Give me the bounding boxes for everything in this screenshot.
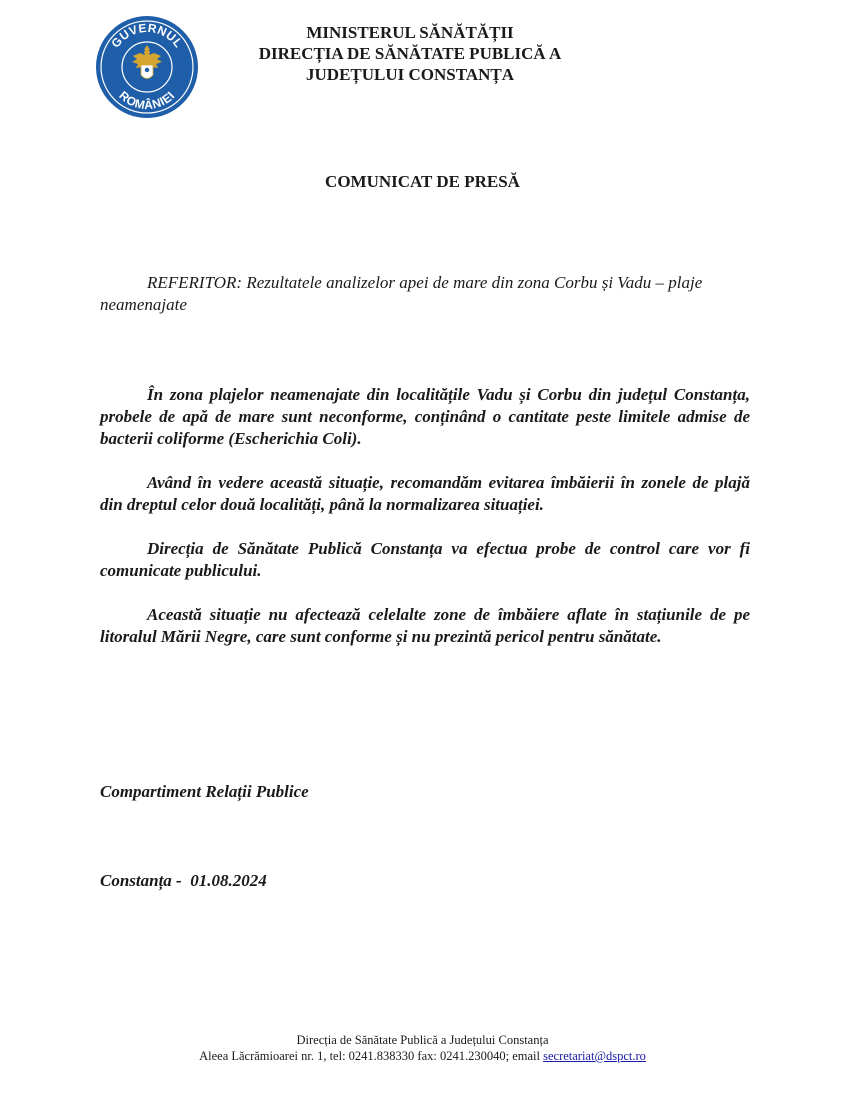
footer-institution: Direcția de Sănătate Publică a Județului Constanța bbox=[296, 1033, 549, 1047]
footer bbox=[0, 1032, 845, 1064]
body-paragraph: Având în vedere această situație, recomandăm evitarea îmbăierii în zonele de plajă din dreptul celor două localități, până la normalizarea situației. bbox=[100, 473, 750, 514]
county-name: JUDEȚULUI CONSTANȚA bbox=[306, 65, 514, 84]
press-release-title: COMUNICAT DE PRESĂ bbox=[325, 172, 520, 191]
footer-address: Aleea Lăcrămioarei nr. 1, tel: 0241.838330 fax: 0241.230040; email bbox=[199, 1049, 544, 1063]
romania-government-seal-icon bbox=[95, 15, 199, 119]
subject-text: Rezultatele analizelor apei de mare din zona Corbu și Vadu – plaje neamenajate bbox=[100, 273, 703, 314]
svg-text:ROMÂNIEI: ROMÂNIEI bbox=[116, 88, 178, 113]
svg-text:GUVERNUL: GUVERNUL bbox=[108, 20, 186, 51]
footer-contact bbox=[0, 1048, 845, 1064]
government-logo bbox=[95, 15, 199, 119]
signature-department: Compartiment Relații Publice bbox=[100, 782, 309, 801]
institution-header bbox=[220, 22, 600, 85]
date: 01.08.2024 bbox=[190, 871, 267, 890]
body-paragraph: În zona plajelor neamenajate din localitățile Vadu și Corbu din județul Constanța, probele de apă de mare sunt neconforme, conținând o cantitate peste limitele admise de bacterii coliforme (Escherichia Coli). bbox=[100, 385, 750, 448]
body-paragraph: Această situație nu afectează celelalte zone de îmbăiere aflate în stațiunile de pe litoralul Mării Negre, care sunt conforme și nu prezintă pericol pentru sănătate. bbox=[100, 605, 750, 646]
place-and-date bbox=[100, 871, 267, 891]
ministry-name: MINISTERUL SĂNĂTĂȚII bbox=[306, 23, 514, 42]
subject-label: REFERITOR: bbox=[147, 273, 243, 292]
email-link[interactable]: secretariat@dspct.ro bbox=[543, 1049, 646, 1063]
subject-line bbox=[100, 272, 750, 316]
place: Constanța - bbox=[100, 871, 182, 890]
body-paragraph: Direcția de Sănătate Publică Constanța va efectua probe de control care vor fi comunicate publicului. bbox=[100, 539, 750, 580]
directorate-name: DIRECȚIA DE SĂNĂTATE PUBLICĂ A bbox=[258, 44, 562, 63]
